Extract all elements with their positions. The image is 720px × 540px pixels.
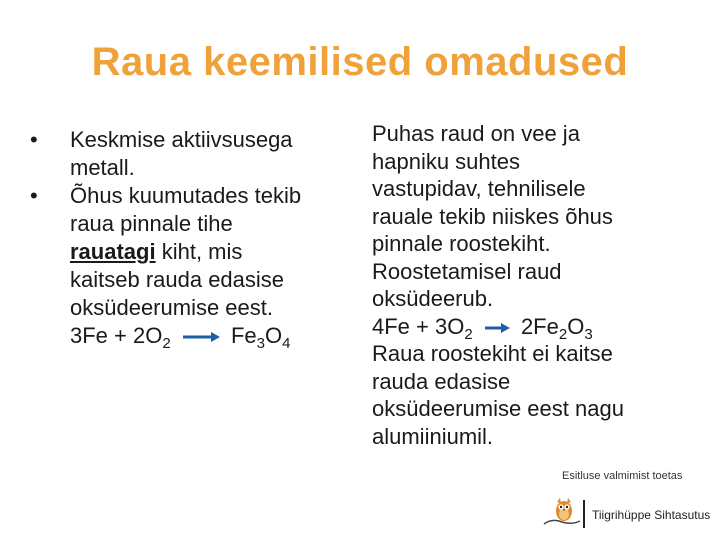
right-line-9: rauda edasise <box>372 368 511 394</box>
right-line-10: oksüdeerumise eest nagu <box>372 396 624 421</box>
slide-title: Raua keemilised omadused <box>91 40 629 84</box>
right-line-11: alumiiniumil. <box>372 423 494 449</box>
eq1-reactant: 3Fe + 2O <box>70 323 163 348</box>
equation-rust <box>372 313 702 341</box>
bullet2-line5: oksüdeerumise eest. <box>70 295 273 320</box>
eq2-product-o: O <box>567 313 585 339</box>
eq1-product-o: O <box>264 323 283 348</box>
right-line-3: vastupidav, tehnilisele <box>372 176 586 201</box>
eq2-product-fe: 2Fe <box>520 313 559 339</box>
bullet1-line2: metall. <box>70 155 135 180</box>
bullet1-line1: Keskmise aktiivsusega <box>70 127 293 152</box>
bullet2-line1: Õhus kuumutades tekib <box>70 183 302 208</box>
right-line-4: rauale tekib niiskes õhus <box>372 203 613 229</box>
logo-name: Tiigrihüppe Sihtasutus <box>592 508 711 522</box>
bullet-item-2 <box>28 182 358 322</box>
bullet-item-1 <box>28 126 358 182</box>
bullet2-line4: kaitseb rauda edasise <box>70 267 285 292</box>
left-column <box>28 126 358 350</box>
rauatagi-term: rauatagi <box>70 239 156 264</box>
eq2-reactant: 4Fe + 3O <box>372 313 465 339</box>
eq2-product-o-sub: 3 <box>584 325 593 343</box>
logo-divider <box>583 500 585 528</box>
reaction-arrow-icon <box>483 322 511 334</box>
right-line-6: Roostetamisel raud <box>372 258 562 284</box>
reaction-arrow-icon <box>181 331 221 343</box>
sponsor-footer <box>540 470 710 535</box>
eq2-reactant-sub: 2 <box>464 325 473 343</box>
bullet2-line3-rest: kiht, mis <box>155 239 243 264</box>
right-line-7: oksüdeerub. <box>372 286 494 311</box>
bullet2-line2: raua pinnale tihe <box>70 211 233 236</box>
support-text: Esitluse valmimist toetas <box>562 470 683 482</box>
bullet-marker: • <box>30 183 38 208</box>
right-column <box>372 120 702 450</box>
bullet2-line3 <box>70 238 358 266</box>
bullet-marker: • <box>30 127 38 152</box>
eq1-product-fe-sub: 3 <box>256 335 265 352</box>
right-line-1: Puhas raud on vee ja <box>372 121 580 146</box>
eq2-product-fe-sub: 2 <box>558 325 568 343</box>
eq1-product-o-sub: 4 <box>282 335 291 352</box>
right-line-5: pinnale roostekiht. <box>372 231 551 256</box>
equation-rauatagi <box>28 322 358 350</box>
owl-icon <box>542 494 582 530</box>
eq1-product-fe: Fe <box>230 323 257 348</box>
right-line-2: hapniku suhtes <box>372 148 520 174</box>
right-line-8: Raua roostekiht ei kaitse <box>372 341 613 366</box>
eq1-reactant-sub: 2 <box>162 335 171 352</box>
